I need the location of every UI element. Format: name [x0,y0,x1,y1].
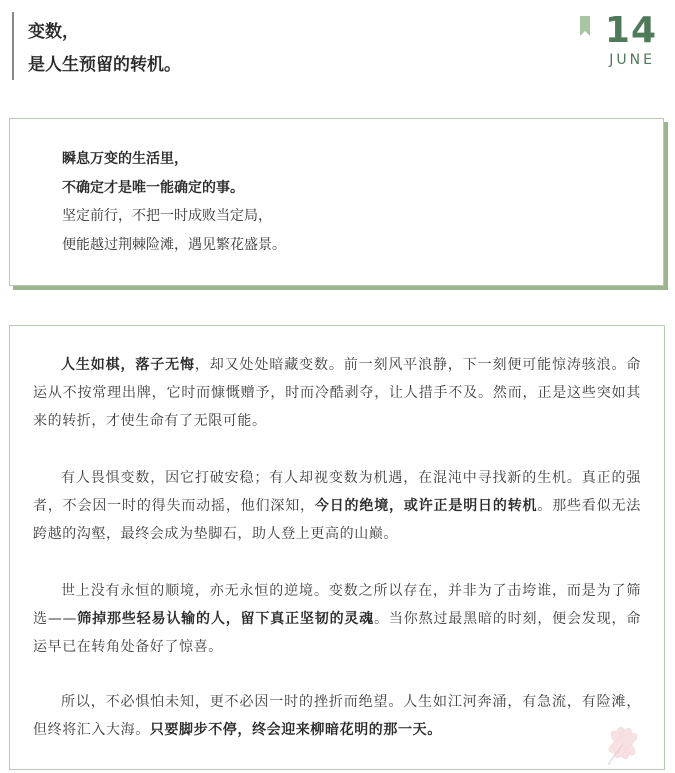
paragraph-4-text: 所以，不必惧怕未知，更不必因一时的挫折而绝望。人生如江河奔涌，有急流，有险滩，但终将汇入大海。 [33,694,641,738]
paragraph-3-text-start: 世上没有永恒的顺境，亦无永恒的逆境。变数之所以存在，并非为了击垮谁，而是为了筛选—— [33,583,641,627]
quote-lines [62,145,286,259]
paragraph-4 [33,688,641,744]
date-day: 14 [604,10,657,51]
article-box [9,325,665,770]
page-title [28,16,181,82]
paragraph-1 [33,351,641,435]
title-line-2: 是人生预留的转机。 [28,55,181,75]
flower-decoration-icon [588,705,658,765]
quote-line-1: 瞬息万变的生活里， [62,151,188,167]
paragraph-1-emphasis: 人生如棋，落子无悔 [61,357,195,373]
bookmark-icon [580,16,590,36]
paragraph-3-emphasis: 筛掉那些轻易认输的人，留下真正坚韧的灵魂 [77,611,375,627]
paragraph-3 [33,577,641,661]
header [0,0,675,95]
paragraph-2 [33,464,641,548]
date-month: JUNE [609,52,655,68]
quote-line-3: 坚定前行，不把一时成败当定局， [62,208,272,224]
paragraph-4-emphasis: 只要脚步不停，终会迎来柳暗花明的那一天。 [149,722,442,738]
paragraph-2-text-end: 。那些看似无法跨越的沟壑，最终会成为垫脚石，助人登上更高的山巅。 [33,498,641,542]
paragraph-2-text-start: 有人畏惧变数，因它打破安稳；有人却视变数为机遇，在混沌中寻找新的生机。真正的强者，不会因一时的得失而动摇，他们深知， [33,470,641,514]
paragraph-3-text-end: 。当你熬过最黑暗的时刻，便会发现，命运早已在转角处备好了惊喜。 [33,611,641,655]
quote-line-2: 不确定才是唯一能确定的事。 [62,179,244,196]
quote-line-4: 便能越过荆棘险滩，遇见繁花盛景。 [62,236,286,253]
paragraph-2-emphasis: 今日的绝境，或许正是明日的转机 [314,498,538,514]
paragraph-1-text: ，却又处处暗藏变数。前一刻风平浪静，下一刻便可能惊涛骇浪。命运从不按常理出牌，它时而慷慨赠予，时而冷酷剥夺，让人措手不及。然而，正是这些突如其来的转折，才使生命有了无限可能。 [33,357,642,429]
title-line-1: 变数， [28,22,79,42]
title-accent-bar [12,12,14,80]
quote-box [9,118,664,286]
